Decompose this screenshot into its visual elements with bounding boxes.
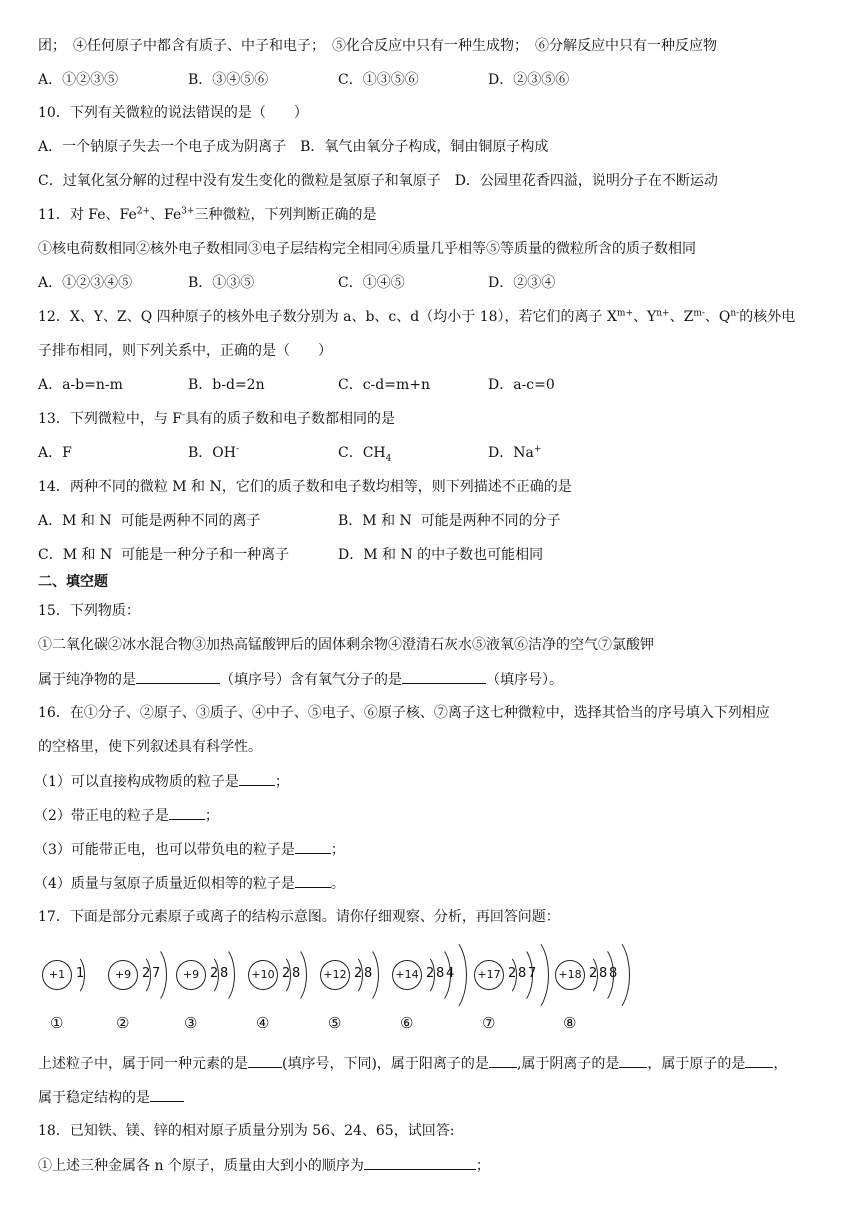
atom-diagram: [551, 930, 631, 1040]
answer-blank[interactable]: [619, 1053, 647, 1068]
shell-electron-count: 2: [508, 966, 517, 981]
q13-option-d-charge: +: [533, 444, 542, 455]
q12-option-a: A．a-b=n-m: [38, 377, 123, 393]
answer-blank[interactable]: [295, 873, 331, 888]
diagram-index-label: ⑥: [400, 1014, 414, 1032]
shell-electron-count: 8: [518, 966, 527, 981]
q9-statement-tail: 团； ④任何原子中都含有质子、中子和电子； ⑤化合反应中只有一种生成物； ⑥分解反应中只有一种反应物: [38, 38, 717, 54]
q16-part-3: [34, 839, 345, 860]
answer-blank[interactable]: [239, 771, 275, 786]
q9-option-a: A．①②③⑤: [38, 72, 119, 88]
nucleus-label: +9: [176, 960, 206, 990]
answer-blank[interactable]: [169, 805, 205, 820]
q13-option-c: [338, 443, 391, 463]
q12-text-e: 的核外电: [739, 309, 796, 325]
q11-option-b: B．①③⑤: [188, 275, 255, 291]
q10-options-ab: A．一个钠原子失去一个电子成为阴离子 B．氧气由氧分子构成，铜由铜原子构成: [38, 139, 549, 155]
q12-option-c: C．c-d=m+n: [338, 377, 430, 393]
q9-option-c: C．①③⑤⑥: [338, 72, 419, 88]
answer-blank[interactable]: [489, 1053, 517, 1068]
q11-text-3: 三种微粒，下列判断正确的是: [194, 207, 377, 223]
shell-electron-count: 7: [528, 966, 537, 981]
q15-stem: 15．下列物质：: [38, 603, 140, 619]
shell-electron-count: 8: [609, 966, 618, 981]
q18-stem: 18．已知铁、镁、锌的相对原子质量分别为 56、24、65，试回答:: [38, 1123, 455, 1139]
shell-electron-count: 8: [292, 966, 301, 981]
shell-electron-count: 4: [446, 966, 455, 981]
q16-part-4: [34, 873, 345, 894]
diagram-index-label: ①: [50, 1014, 64, 1032]
q11-text-1: 11．对 Fe、Fe: [38, 207, 137, 223]
q13-stem: [38, 409, 395, 429]
q15-text-1: 属于纯净物的是: [38, 672, 136, 688]
q13-option-a: A．F: [38, 445, 72, 461]
diagram-index-label: ⑧: [563, 1014, 577, 1032]
q11-option-c: C．①④⑤: [338, 275, 405, 291]
q15-text-3: （填序号）。: [486, 672, 563, 688]
atom-diagram: [244, 930, 324, 1040]
shell-electron-count: 7: [152, 966, 161, 981]
q12-text-d: 、Q: [704, 309, 731, 325]
q13-option-d-text: D．Na: [488, 445, 534, 461]
q17-text-1: 上述粒子中，属于同一种元素的是: [38, 1056, 248, 1072]
q12-option-b: B．b-d=2n: [188, 377, 265, 393]
q17-text-4: ，属于原子的是: [647, 1056, 746, 1072]
q13-text-1: 13．下列微粒中，与 F: [38, 411, 182, 427]
q17-question-line2: [38, 1087, 184, 1108]
shell-electron-count: 2: [142, 966, 151, 981]
q16-part-3-end: ；: [330, 842, 345, 858]
q16-part-2-text: （2）带正电的粒子是: [34, 808, 169, 824]
shell-electron-count: 2: [210, 966, 219, 981]
shell-electron-count: 2: [282, 966, 291, 981]
section-heading-fill-blank: 二、填空题: [38, 574, 108, 590]
shell-electron-count: 1: [76, 966, 85, 981]
q12-text-b: 、Y: [633, 309, 657, 325]
q16-part-4-text: （4）质量与氢原子质量近似相等的粒子是: [34, 876, 295, 892]
q10-stem: 10．下列有关微粒的说法错误的是（ ）: [38, 105, 308, 121]
answer-blank[interactable]: [136, 669, 220, 684]
shell-electron-count: 2: [589, 966, 598, 981]
q13-charge: -: [181, 410, 186, 421]
q18-part-1-text: ①上述三种金属各 n 个原子，质量由大到小的顺序为: [38, 1158, 364, 1174]
answer-blank[interactable]: [150, 1087, 184, 1102]
q16-part-3-text: （3）可能带正电，也可以带负电的粒子是: [34, 842, 295, 858]
shell-electron-count: 8: [436, 966, 445, 981]
shell-electron-count: 8: [364, 966, 373, 981]
diagram-index-label: ⑦: [482, 1014, 496, 1032]
nucleus-label: +9: [108, 960, 138, 990]
q17-question: [38, 1053, 787, 1074]
atom-diagram: [316, 930, 396, 1040]
q16-part-1: [34, 771, 289, 792]
q13-option-b-charge: -: [235, 444, 240, 455]
q16-part-2-end: ；: [204, 808, 219, 824]
atom-structure-diagrams: [38, 930, 658, 1040]
q15-question: [38, 669, 563, 690]
q14-option-b: B．M 和 N 可能是两种不同的分子: [338, 513, 561, 529]
q13-option-b-text: B．OH: [188, 445, 236, 461]
q14-option-c: C．M 和 N 可能是一种分子和一种离子: [38, 547, 290, 563]
q13-option-b: [188, 443, 239, 463]
q9-option-d: D．②③⑤⑥: [488, 72, 570, 88]
q17-text-2: (填序号，下同)，属于阳离子的是: [282, 1056, 489, 1072]
q16-stem: 16．在①分子、②原子、③质子、④中子、⑤电子、⑥原子核、⑦离子这七种微粒中，选择其恰当的序号填入下列相应: [38, 705, 770, 721]
q13-option-c-subscript: 4: [385, 453, 392, 464]
nucleus-label: +17: [474, 960, 504, 990]
answer-blank[interactable]: [295, 839, 331, 854]
answer-blank[interactable]: [745, 1053, 773, 1068]
atom-diagram: [388, 930, 468, 1040]
q18-part-1: [38, 1155, 490, 1176]
diagram-index-label: ②: [116, 1014, 130, 1032]
q16-part-2: [34, 805, 219, 826]
nucleus-label: +10: [248, 960, 278, 990]
atom-diagram: [470, 930, 550, 1040]
q11-charge-2: 3+: [181, 206, 195, 217]
q13-option-c-text: C．CH: [338, 445, 386, 461]
atom-diagram: [172, 930, 252, 1040]
q11-option-a: A．①②③④⑤: [38, 275, 133, 291]
q13-option-d: [488, 443, 541, 463]
q12-stem: [38, 307, 795, 327]
q13-text-2: 具有的质子数和电子数都相同的是: [185, 411, 396, 427]
q14-stem: 14．两种不同的微粒 M 和 N，它们的质子数和电子数均相等，则下列描述不正确的是: [38, 479, 572, 495]
answer-blank[interactable]: [364, 1155, 476, 1170]
q12-sup-3: m-: [693, 308, 705, 319]
diagram-index-label: ③: [184, 1014, 198, 1032]
q11-option-d: D．②③④: [488, 275, 556, 291]
answer-blank[interactable]: [248, 1053, 282, 1068]
diagram-index-label: ⑤: [328, 1014, 342, 1032]
q17-text-5: ，: [773, 1056, 788, 1072]
q15-text-2: （填序号）含有氧气分子的是: [220, 672, 402, 688]
nucleus-label: +18: [555, 960, 585, 990]
q11-charge-1: 2+: [136, 206, 151, 217]
q16-stem-line2: 的空格里，使下列叙述具有科学性。: [38, 739, 262, 755]
q17-text-3: ,属于阴离子的是: [516, 1056, 620, 1072]
nucleus-label: +12: [320, 960, 350, 990]
shell-electron-count: 8: [220, 966, 229, 981]
q18-part-1-end: ；: [475, 1158, 490, 1174]
q16-part-1-end: ；: [274, 774, 289, 790]
nucleus-label: +1: [42, 960, 72, 990]
q17-stem: 17．下面是部分元素原子或离子的结构示意图。请你仔细观察、分析，再回答问题：: [38, 909, 560, 925]
q17-text-6: 属于稳定结构的是: [38, 1090, 150, 1106]
q16-part-4-end: 。: [330, 876, 345, 892]
shell-electron-count: 8: [599, 966, 608, 981]
q16-part-1-text: （1）可以直接构成物质的粒子是: [34, 774, 239, 790]
q12-option-d: D．a-c=0: [488, 377, 555, 393]
q11-statements: ①核电荷数相同②核外电子数相同③电子层结构完全相同④质量几乎相等⑤等质量的微粒所含的质子数相同: [38, 241, 696, 257]
q12-text-a: 12．X、Y、Z、Q 四种原子的核外电子数分别为 a、b、c、d（均小于 18），若它们的离子 X: [38, 309, 617, 325]
q12-sup-1: m+: [616, 308, 633, 319]
q12-sup-2: n+: [656, 308, 670, 319]
q12-sup-4: n-: [730, 308, 740, 319]
shell-electron-count: 2: [354, 966, 363, 981]
q10-options-cd: C．过氧化氢分解的过程中没有发生变化的微粒是氢原子和氧原子 D．公园里花香四溢，说明分子在不断运动: [38, 173, 718, 189]
nucleus-label: +14: [392, 960, 422, 990]
q9-option-b: B．③④⑤⑥: [188, 72, 269, 88]
shell-electron-count: 2: [426, 966, 435, 981]
q14-option-d: D．M 和 N 的中子数也可能相同: [338, 547, 544, 563]
answer-blank[interactable]: [402, 669, 486, 684]
q11-stem: [38, 205, 377, 225]
q15-items: ①二氧化碳②冰水混合物③加热高锰酸钾后的固体剩余物④澄清石灰水⑤液氧⑥洁净的空气⑦氯酸钾: [38, 637, 654, 653]
diagram-index-label: ④: [256, 1014, 270, 1032]
q14-option-a: A．M 和 N 可能是两种不同的离子: [38, 513, 261, 529]
q12-text-c: 、Z: [669, 309, 694, 325]
q11-text-2: 、Fe: [150, 207, 182, 223]
q12-stem-line2: 子排布相同，则下列关系中，正确的是（ ）: [38, 343, 332, 359]
